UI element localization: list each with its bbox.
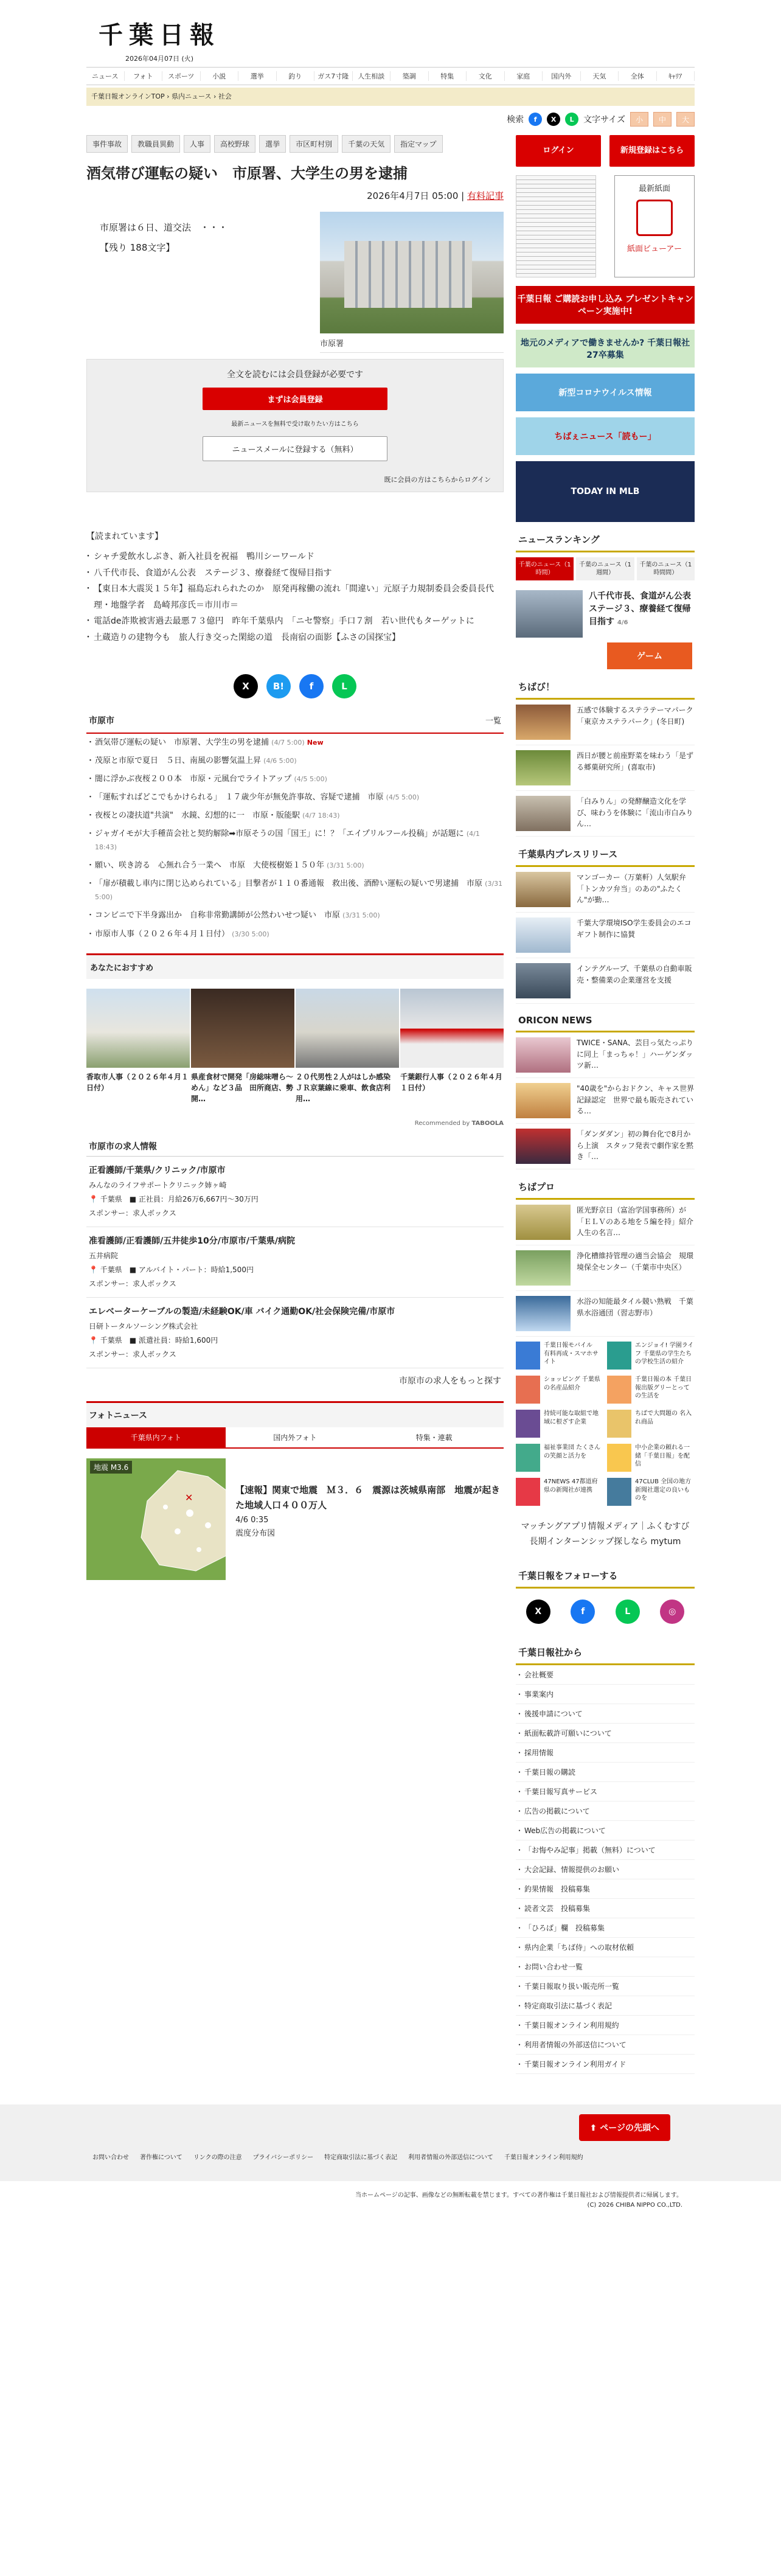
chibabi_items-thumb [516, 796, 571, 831]
job-sponsor: スポンサー：求人ボックス [89, 1349, 176, 1359]
jobs-section [86, 1137, 504, 1393]
article-lead: 市原署は６日、道交法 ・・・ [100, 222, 228, 234]
photo-news-headline[interactable]: 【速報】関東で地震 Ｍ３．６ 震源は茨城県南部 地震が起きた地域人口４００万人 [235, 1484, 501, 1511]
company-link[interactable]: ・ Web広告の掲載について [516, 1821, 695, 1840]
chibapro_items-item[interactable] [516, 1245, 695, 1291]
recommend-image [296, 989, 399, 1068]
service-icon [607, 1376, 631, 1404]
recommended-by-label: Recommended by [414, 1119, 470, 1127]
service-label: 47CLUB 全国の地方新聞社選定の良いものを [635, 1478, 692, 1502]
recruit-banner[interactable]: 地元のメディアで働きませんか? 千葉日報社 27卒募集 [516, 330, 695, 367]
facebook-icon[interactable]: f [529, 113, 542, 126]
job-info-text: 千葉県 ■ 正社員：月給26万6,667円〜30万円 [100, 1195, 259, 1204]
city-title: 市原市 [89, 715, 114, 726]
sidebar [516, 135, 701, 2074]
tag-button[interactable]: 教職員異動 [131, 135, 180, 153]
article-title: 酒気帯び運転の疑い 市原署、大学生の男を逮捕 [86, 165, 408, 182]
jobs-title: 市原市の求人情報 [86, 1137, 504, 1157]
city-news-item[interactable] [86, 788, 504, 807]
popular-list [86, 529, 504, 646]
recommended-by: Recommended by TABOOLA [414, 1119, 504, 1127]
company-link[interactable]: ・ 千葉日報写真サービス [516, 1782, 695, 1801]
photo-news [86, 1401, 504, 1590]
city-news-title: 酒気帯び運転の疑い 市原署、大学生の男を逮捕 [95, 737, 269, 747]
popular-item[interactable]: ・ 八千代市長、食道がん公表 ステージ３、療養経て復帰目指す [86, 565, 504, 582]
city-news-title: 願い、咲き誇る 心無れ合う一業へ 市原 大使桜樹姫１５０年 [95, 861, 325, 871]
oricon-title: ORICON NEWS [516, 1010, 695, 1032]
company-link[interactable]: ・ 読者文芸 投稿募集 [516, 1899, 695, 1918]
font-small-button[interactable]: 小 [630, 112, 648, 127]
city-news-title: 市原市人事（２０２６年４月１日付） [95, 929, 230, 939]
company-links [516, 1665, 695, 2074]
recommend-title: 千葉銀行人事（２０２６年４月１日付） [400, 1072, 503, 1092]
photo-caption: 市原署 [320, 333, 504, 353]
copyright-line: (C) 2026 CHIBA NIPPO CO.,LTD. [587, 2202, 682, 2209]
x-icon[interactable]: X [547, 113, 560, 126]
service-icon [607, 1410, 631, 1438]
footer-link[interactable]: プライバシーポリシー [252, 2154, 314, 2162]
photo-news-sub: 震度分布図 [235, 1528, 276, 1538]
line-share-icon[interactable]: L [332, 674, 356, 698]
nav-item[interactable]: 人生相談 [353, 71, 391, 81]
service-label: 千葉日報モバイル 有料再成・スマホサイト [544, 1342, 599, 1365]
city-news-item[interactable] [86, 875, 504, 907]
city-more-link[interactable]: 一覧 [485, 717, 501, 726]
font-medium-button[interactable]: 中 [653, 112, 672, 127]
site-logo[interactable]: 千葉日報 [99, 21, 220, 49]
chibapro_items-item[interactable] [516, 1291, 695, 1337]
recommend-header: あなたにおすすめ [86, 953, 504, 979]
city-news-date: (4/6 5:00) [263, 756, 297, 765]
popular-item[interactable]: ・ シャチ愛飲水しぶき、新入社員を祝福 鴨川シーワールド [86, 549, 504, 565]
rank-tab-3[interactable]: 千葉のニュース（1時間間） [637, 557, 695, 580]
paper-title: 最新紙面 [638, 184, 670, 193]
service-icon [607, 1478, 631, 1506]
chibabi_items-item[interactable] [516, 791, 695, 837]
paywall-note: 最新ニュースを無料で受け取りたい方はこちら [231, 421, 359, 428]
footer-link[interactable]: お問い合わせ [92, 2154, 129, 2162]
city-news-date: (4/5 5:00) [294, 775, 327, 783]
service-icon [607, 1342, 631, 1370]
chibabi_items-title: 五感で体験するステラテーマパーク「東京カステラパーク」(冬日町) [577, 706, 693, 726]
city-news-item[interactable] [86, 752, 504, 770]
nav-item[interactable]: ｷｬﾘｱ [657, 71, 695, 81]
recommend-title: ２０代男性２人がはしか感染 ＪＲ京葉線に乗車、飲食店利用… [296, 1072, 398, 1103]
service-icon [607, 1444, 631, 1472]
ranking-item[interactable] [516, 585, 699, 642]
company-link[interactable]: ・ 会社概要 [516, 1665, 695, 1685]
company-link[interactable]: ・ 千葉日報の購読 [516, 1763, 695, 1782]
company-link[interactable]: ・ 県内企業「ちば侍」への取材依頼 [516, 1938, 695, 1957]
city-news-item[interactable] [86, 734, 504, 752]
recommend-card[interactable] [86, 989, 190, 1104]
city-news-item[interactable] [86, 825, 504, 857]
company-link[interactable]: ・ 特定商取引法に基づく表記 [516, 1996, 695, 2016]
facebook-share-icon[interactable]: f [299, 674, 324, 698]
nav-item[interactable]: 文化 [467, 71, 505, 81]
chibabi_items-thumb [516, 750, 571, 785]
service-label: 47NEWS 47都道府県の新聞社が連携 [544, 1478, 598, 1494]
chibae-news-banner[interactable]: ちばぇニュース「読もー」 [516, 417, 695, 455]
facebook-follow-icon[interactable]: f [571, 1600, 595, 1624]
tab-features[interactable]: 特集・連載 [364, 1427, 504, 1449]
header [86, 0, 695, 67]
company-link[interactable]: ・ 千葉日報取り扱い販売所一覧 [516, 1977, 695, 1996]
footer-link[interactable]: 特定商取引法に基づく表記 [324, 2154, 398, 2162]
global-nav [86, 67, 695, 85]
service-icon [516, 1376, 540, 1404]
photo-news-title: フォトニュース [86, 1403, 504, 1427]
city-news-date: (3/31 5:00) [95, 880, 503, 902]
service-item[interactable] [516, 1478, 603, 1506]
footer [0, 2104, 781, 2181]
page-top-button[interactable]: ⬆ ページの先頭へ [579, 2114, 670, 2141]
chibabi_items-item[interactable] [516, 745, 695, 791]
rank-tab-1[interactable]: 千葉のニュース（1時間） [516, 557, 574, 580]
tag-list [86, 135, 504, 153]
city-news-title: 茂原と市原で夏日 ５日、南風の影響気温上昇 [95, 756, 262, 765]
service-item[interactable] [516, 1444, 603, 1472]
job-info-text: 千葉県 ■ 派遣社員：時給1,600円 [100, 1336, 218, 1345]
share-buttons [86, 674, 504, 698]
city-news-item[interactable] [86, 857, 504, 875]
popular-item[interactable]: ・ 【東日本大震災１５年】福島忘れられたのか 原発再稼働の流れ「間違い」元原子力規制委員会委員長代理・地盤学者 島崎邦彦氏＝市川市＝ [86, 581, 504, 613]
nav-item[interactable]: フォト [125, 71, 163, 81]
jobs-more-link[interactable]: 市原市の求人をもっと探す [399, 1376, 501, 1386]
chibabi_items-thumb [516, 705, 571, 740]
photo-news-time: 4/6 0:35 [235, 1515, 269, 1525]
job-info [89, 1263, 501, 1277]
chibapro_items-title: 水浴の知能最タイル競い熟戦 千葉県水浴通団（習志野市） [577, 1297, 693, 1317]
nav-item[interactable]: 築調 [390, 71, 429, 81]
external-links [516, 1511, 695, 1558]
company-link[interactable]: ・ お問い合わせ一覧 [516, 1957, 695, 1977]
nav-item[interactable]: 天気 [581, 71, 619, 81]
chibapro_items-title: 浄化槽維持管理の適当会協会 規環境保全センター（千葉市中央区） [577, 1251, 694, 1272]
copyright [86, 2181, 695, 2210]
paywall [86, 359, 504, 492]
viewer-label: 紙面ビューアー [627, 245, 682, 254]
ranking-item-title: 八千代市長、食道がん公表 ステージ３、療養経て復帰目指す [589, 591, 699, 627]
login-button[interactable]: ログイン [516, 135, 601, 167]
book-icon [636, 200, 673, 236]
job-title: エレベーターケーブルの製造/未経験OK/車 バイク通勤OK/社会保険完備/市原市 [89, 1306, 395, 1317]
new-badge: New [307, 738, 324, 747]
city-news-title: 「扉が積載し車内に閉じ込められている」目撃者が１１０番通報 救出後、酒酔い運転の疑いで男逮捕 市原 [95, 879, 483, 889]
company-link[interactable]: ・ 紙面転載許可願いについて [516, 1724, 695, 1743]
recommend-title: 香取市人事（２０２６年４月１日付） [86, 1072, 189, 1092]
page-top-label: ページの先頭へ [600, 2123, 659, 2134]
tag-button[interactable]: 指定マップ [394, 135, 443, 153]
job-item[interactable] [86, 1157, 504, 1227]
company-link[interactable]: ・ 釣果情報 投稿募集 [516, 1879, 695, 1899]
press-title: 千葉県内プレスリリース [516, 843, 695, 867]
city-news-date: (4/7 18:43) [302, 811, 340, 820]
intern-link[interactable]: 長期インターンシップ探しなら mytum [529, 1537, 681, 1547]
line-follow-icon[interactable]: L [616, 1600, 640, 1624]
chibapro-title: ちばプロ [516, 1175, 695, 1200]
job-item[interactable] [86, 1227, 504, 1298]
city-news-date: (3/31 5:00) [327, 862, 364, 870]
press_items-thumb [516, 963, 571, 998]
rank-tab-2[interactable]: 千葉のニュース（1週間） [576, 557, 634, 580]
city-news-item[interactable] [86, 770, 504, 788]
service-item[interactable] [516, 1376, 603, 1404]
job-info-text: 千葉県 ■ アルバイト・パート：時給1,500円 [100, 1265, 254, 1275]
nav-item[interactable]: 家庭 [505, 71, 543, 81]
chibabi-title: ちばび！ [516, 675, 695, 700]
company-link[interactable]: ・ 広告の掲載について [516, 1801, 695, 1821]
oricon_items-item[interactable] [516, 1032, 695, 1078]
city-news-date: (4/5 5:00) [386, 793, 420, 801]
service-item[interactable] [607, 1342, 695, 1370]
popular-item[interactable]: ・ 電話de詐欺被害過去最悪７３億円 昨年千葉県内 「ニセ警察」手口７割 若い世代もターゲットに [86, 613, 504, 630]
city-news-date: (3/30 5:00) [232, 930, 269, 938]
service-label: 千葉日報の本 千葉日報出版グリーとっての生活を [635, 1376, 692, 1399]
company-link[interactable]: ・ 千葉日報オンライン利用ガイド [516, 2055, 695, 2074]
job-title: 准看護師/正看護師/五井徒歩10分/市原市/千葉県/病院 [89, 1236, 296, 1246]
service-item[interactable] [516, 1410, 603, 1438]
company-title: 千葉日報社から [516, 1641, 695, 1665]
mlb-banner[interactable]: TODAY IN MLB [516, 461, 695, 522]
paywall-title: 全文を読むには会員登録が必要です [227, 370, 363, 380]
city-section-header [86, 708, 504, 734]
nav-item[interactable]: 釣り [277, 71, 315, 81]
chibabi_items-title: 「白みりん」の発酵醸造文化を学び、味わうを体験に「流山市白みりん… [577, 797, 693, 829]
city-news-title: 「運転すればどこでもかけられる」 １７歳少年が無免許事故、容疑で逮捕 市原 [95, 792, 384, 802]
city-news-item[interactable] [86, 807, 504, 825]
press_items-item[interactable] [516, 913, 695, 958]
tab-chiba-photo[interactable]: 千葉県内フォト [86, 1427, 226, 1449]
city-news-list [86, 734, 504, 944]
job-sponsor: スポンサー：求人ボックス [89, 1279, 176, 1288]
header-date: 2026年04月07日 (火) [125, 55, 194, 63]
city-news-item[interactable] [86, 925, 504, 944]
nav-item[interactable]: 特集 [429, 71, 467, 81]
service-label: エンジョイ! 学園ライフ 千葉県の学生たちの学校生活の紹介 [635, 1342, 694, 1365]
police-station-image [320, 212, 504, 333]
photo-news-tabs [86, 1427, 504, 1449]
job-info [89, 1192, 501, 1206]
job-company: 日研トータルソーシング株式会社 [89, 1322, 198, 1331]
job-item[interactable] [86, 1298, 504, 1368]
login-link[interactable]: 既に会員の方はこちらからログイン [384, 476, 491, 484]
service-icon [516, 1342, 540, 1370]
city-news-date: (4/1 18:43) [95, 830, 480, 852]
line-icon[interactable]: L [565, 113, 578, 126]
service-label: 福祉事業団 たくさんの笑顔と活力を [544, 1444, 601, 1460]
press_items-item[interactable] [516, 867, 695, 913]
x-share-icon[interactable]: X [234, 674, 258, 698]
service-item[interactable] [607, 1444, 695, 1472]
ranking-thumb [516, 590, 583, 638]
oricon_items-thumb [516, 1129, 571, 1164]
newsletter-button[interactable]: ニュースメールに登録する（無料） [203, 436, 387, 461]
chibapro_items-item[interactable] [516, 1200, 701, 1245]
city-news-title: 夜桜との凄扶道"共演" 水鏡、幻想的に一 市原・版能駅 [95, 810, 300, 820]
chibabi_items-title: 西日が腰と前座野菜を味わう「是ずる郷菓研究所」(喜取市) [577, 751, 694, 771]
remaining-chars: 【残り 188文字】 [100, 242, 175, 254]
nav-item[interactable]: 全体 [619, 71, 657, 81]
breadcrumb[interactable]: 千葉日報オンラインTOP › 県内ニュース › 社会 [86, 88, 695, 106]
service-item[interactable] [516, 1342, 603, 1370]
recommend-title: 県産食材で開発「房総味噌ら～めん」など３品 田所商店、勢開… [191, 1072, 294, 1103]
tag-button[interactable]: 千葉の天気 [342, 135, 390, 153]
chibapro_items-title: 匿光野京日（富治学国事務所）が「ＥＬＶのある地を５編を持」紹介 人生の名言… [577, 1206, 701, 1238]
hatena-share-icon[interactable]: B! [266, 674, 291, 698]
tag-button[interactable]: 市区町村別 [290, 135, 338, 153]
pin-icon: 📍 [89, 1195, 100, 1204]
company-link[interactable]: ・ 事業案内 [516, 1685, 695, 1704]
service-label: 中小企業の頼れる一緒「千葉日報」を配信 [635, 1444, 690, 1467]
member-register-button[interactable]: 新規登録はこちら [609, 135, 695, 167]
svg-text:✕: ✕ [185, 1491, 193, 1503]
chibapro_items-thumb [516, 1205, 571, 1240]
service-item[interactable] [607, 1478, 695, 1506]
copyright-note: 当ホームページの記事、画像などの無断転載を禁じます。すべての著作権は千葉日報社および情報提供者に帰属します。 [355, 2192, 682, 2199]
oricon_items-title: TWICE・SANA、芸目っ気たっぷりに同上「まっちゃ！」ハーゲンダッツ新… [577, 1039, 693, 1070]
city-news-title: コンビニで下半身露出か 自称非常勤講師が公然わいせつ疑い 市原 [95, 911, 341, 921]
press_items-thumb [516, 917, 571, 953]
tag-button[interactable]: 選挙 [259, 135, 286, 153]
recommend-grid [86, 979, 504, 1116]
job-sponsor: スポンサー：求人ボックス [89, 1208, 176, 1217]
city-news-date: (3/31 5:00) [342, 911, 380, 920]
company-link[interactable]: ・ 千葉日報オンライン利用規約 [516, 2016, 695, 2035]
font-size-label: 文字サイズ [583, 115, 625, 125]
press_items-title: 千葉大学環境ISO学生委員会のエコギフト制作に協賛 [577, 919, 692, 939]
instagram-follow-icon[interactable]: ◎ [660, 1600, 684, 1624]
paid-badge[interactable]: 有料記事 [467, 190, 504, 202]
ranking-item-date: 4/6 [617, 619, 628, 626]
recommend-card[interactable] [191, 989, 294, 1104]
service-item[interactable] [607, 1410, 695, 1438]
popular-item[interactable]: ・ 土蔵造りの建物今も 旅人行き交った閑総の道 長南宿の面影【ふさの国探宝】 [86, 630, 504, 646]
tag-button[interactable]: 高校野球 [214, 135, 255, 153]
footer-link[interactable]: リンクの際の注意 [193, 2154, 242, 2162]
footer-link[interactable]: 著作権について [140, 2154, 182, 2162]
latest-paper-thumbnail[interactable] [516, 175, 596, 277]
covid-banner[interactable]: 新型コロナウイルス情報 [516, 374, 695, 411]
map-label: 地震 M3.6 [90, 1461, 132, 1474]
job-company: みんなのライフサポートクリニック姉ヶ崎 [89, 1181, 227, 1190]
company-link[interactable]: ・ 採用情報 [516, 1743, 695, 1763]
oricon_items-title: 「ダンダダン」初の舞台化で8月から上演 スタッフ発表で劇作家を黙き「… [577, 1130, 694, 1161]
recommend-image [400, 989, 504, 1068]
job-info [89, 1334, 501, 1348]
tag-button[interactable]: 事件事故 [86, 135, 128, 153]
nav-item[interactable]: スポーツ [162, 71, 201, 81]
footer-link[interactable]: 利用者情報の外部送信について [408, 2154, 493, 2162]
main-column [86, 135, 504, 2074]
oricon_items-item[interactable] [516, 1078, 695, 1124]
oricon_items-title: "40歳を"からおドクン、キャス世界記録認定 世界で最も販売されている… [577, 1084, 695, 1116]
article-date: 2026年4月7日 05:00 [367, 190, 459, 202]
company-link[interactable]: ・ 後援申請について [516, 1704, 695, 1724]
toolbar [86, 106, 695, 133]
city-news-title: 闇に浮かぶ夜桜２００本 市原・元風台でライトアップ [95, 774, 292, 784]
oricon_items-thumb [516, 1037, 571, 1073]
service-item[interactable] [607, 1376, 695, 1404]
subscribe-banner[interactable]: 千葉日報 ご購読お申し込み プレゼントキャンペーン実施中! [516, 286, 695, 324]
search-label[interactable]: 検索 [507, 115, 524, 125]
paper-viewer[interactable] [614, 175, 695, 277]
recommend-card[interactable] [400, 989, 504, 1104]
nav-item[interactable]: 国内外 [543, 71, 581, 81]
press_items-item[interactable] [516, 958, 695, 1004]
chibapro_items-thumb [516, 1296, 571, 1331]
page [86, 0, 701, 2074]
company-link[interactable]: ・ 「お悔やみ記事」掲載（無料）について [516, 1840, 695, 1860]
service-icon [516, 1410, 540, 1438]
city-news-date: (4/7 5:00) [271, 738, 305, 747]
x-follow-icon[interactable]: X [526, 1600, 550, 1624]
footer-link[interactable]: 千葉日報オンライン利用規約 [504, 2154, 583, 2162]
company-link[interactable]: ・ 「ひろば」欄 投稿募集 [516, 1918, 695, 1938]
article-meta: 2026年4月7日 05:00 | 有料記事 [367, 190, 504, 202]
article-photo[interactable] [320, 212, 504, 353]
service-icon [516, 1444, 540, 1472]
nav-item[interactable]: ガス7寸隆 [314, 71, 353, 81]
nav-item[interactable]: ニュース [86, 71, 125, 81]
nav-item[interactable]: 小説 [201, 71, 239, 81]
tag-button[interactable]: 人事 [184, 135, 210, 153]
chibapro_items-thumb [516, 1250, 571, 1286]
press_items-thumb [516, 872, 571, 907]
job-company: 五井病院 [89, 1251, 119, 1261]
follow-title: 千葉日報をフォローする [516, 1564, 695, 1589]
earthquake-map[interactable] [86, 1458, 226, 1580]
tab-national-photo[interactable]: 国内外フォト [226, 1427, 365, 1449]
oricon_items-thumb [516, 1083, 571, 1118]
recommend-image [86, 989, 190, 1068]
matching-link[interactable]: マッチングアプリ情報メディア｜ふくむすび [521, 1522, 690, 1531]
company-link[interactable]: ・ 大会記録、情報提供のお願い [516, 1860, 695, 1879]
service-grid [516, 1337, 695, 1511]
service-icon [516, 1478, 540, 1506]
pin-icon: 📍 [89, 1265, 100, 1275]
service-label: ちばで大問題の 名入れ商品 [635, 1410, 692, 1426]
popular-heading: 【読まれています】 [86, 532, 163, 542]
service-label: ショッピング 千葉県の名産品紹介 [544, 1376, 600, 1391]
oricon_items-item[interactable] [516, 1124, 695, 1169]
recommend-card[interactable] [296, 989, 399, 1104]
chibabi_items-item[interactable] [516, 700, 695, 745]
press_items-title: インテグループ、千葉県の自動車販売・整備業の企業運営を支援 [577, 964, 692, 984]
service-label: 持続可能な取組で地域に根ざす企業 [544, 1410, 599, 1426]
city-news-item[interactable] [86, 907, 504, 925]
font-large-button[interactable]: 大 [676, 112, 695, 127]
game-banner[interactable]: ゲーム [607, 642, 692, 669]
recommend-image [191, 989, 294, 1068]
city-news-title: ジャガイモが大手種苗会社と契約解除➡市原そうの国「国王」に！？「エイプリルフール投稿」が話題に [95, 829, 464, 839]
job-title: 正看護師/千葉県/クリニック/市原市 [89, 1165, 226, 1175]
pin-icon: 📍 [89, 1336, 100, 1345]
register-button[interactable]: まずは会員登録 [203, 388, 387, 410]
press_items-title: マンゴーカー（万葉軒）人気駅弁「トンカツ弁当」のあの"ふたくん"が勤… [577, 873, 686, 905]
nav-item[interactable]: 選挙 [238, 71, 277, 81]
company-link[interactable]: ・ 利用者情報の外部送信について [516, 2035, 695, 2055]
footer-links [86, 2152, 583, 2161]
ranking-title: ニュースランキング [516, 528, 695, 552]
